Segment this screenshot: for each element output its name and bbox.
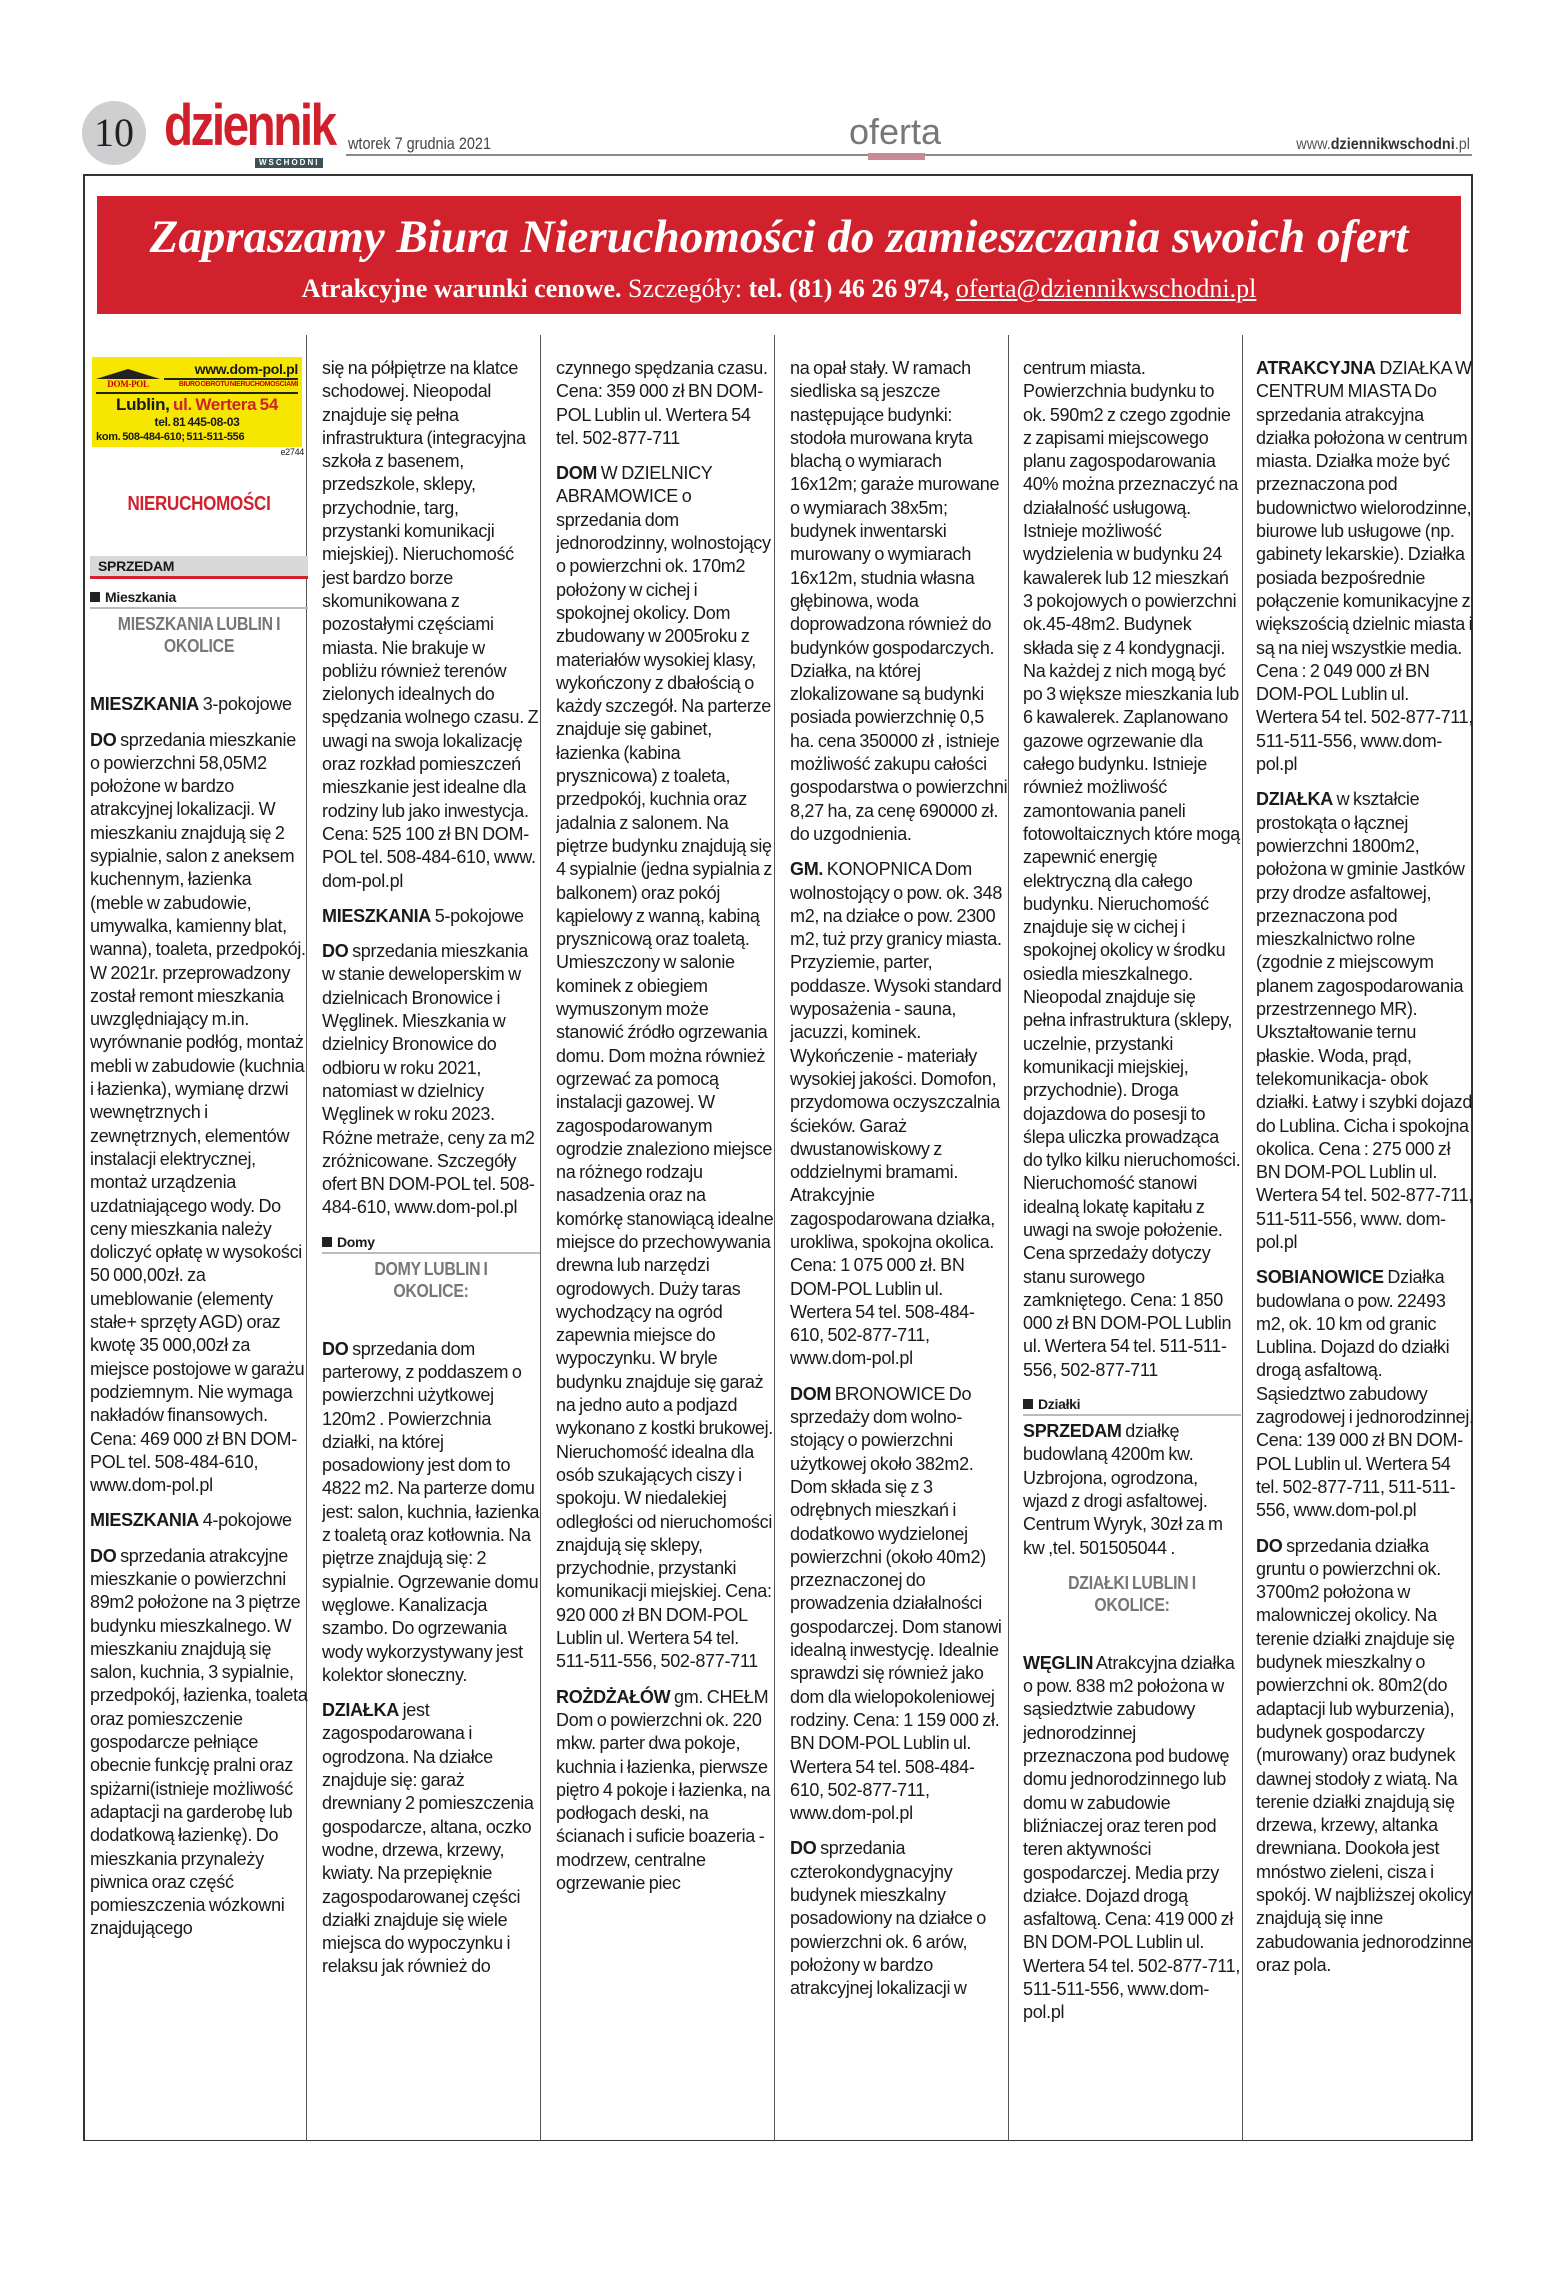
listing-body: jest zagospodarowana i ogrodzona. Na działce znajduje się: garaż drewniany 2 pomieszczenia gospodarcze, altana, oczko wodne, drzewa, krzewy, kwiaty. Na przepięknie zagospodarowanej części działki znajduje się wiele miejsca do wypoczynku i relaksu jak również do [322,1700,534,1977]
region-heading: DOMY LUBLIN I OKOLICE: [374,1258,488,1301]
listing [790,1383,1008,1826]
banner-email-link[interactable]: oferta@dziennikwschodni.pl [955,274,1257,303]
listing-column-5 [1023,357,1241,2137]
house-roof-icon [96,369,160,379]
square-bullet-icon [90,592,100,602]
listing-lead: DZIAŁKA [1256,789,1333,810]
listing-body: 4-pokojowe [199,1510,292,1531]
agency-street: ul. Wertera 54 [173,395,278,414]
url-suffix: .pl [1454,136,1470,153]
listing [322,1699,540,1979]
listing-lead: MIESZKANIA [90,1510,199,1531]
site-url[interactable] [1296,136,1470,154]
listing-body: czynnego spędzania czasu. Cena: 359 000 zł BN DOM-POL Lublin ul. Wertera 54 tel. 502-877-711 [556,358,768,448]
listing [556,357,774,450]
section-title: oferta [848,111,942,152]
listing-body: 3-pokojowe [199,694,292,715]
agency-ad-top [96,361,298,390]
listing-column-3 [556,357,774,2137]
agency-tagline: BIURO OBROTU NIERUCHOMOŚCIAMI [178,381,298,388]
agency-logo [96,369,160,390]
listing [1256,1266,1474,1522]
listing-lead: ROŻDŻAŁÓW [556,1686,671,1707]
listing-body: sprzedania dom parterowy, z poddaszem o powierzchni użytkowej 120m2 . Powierzchnia działki, na której posadowiony jest dom to 4822 m2. Na parterze domu jest: salon, kuchnia, łazienka z toaletą oraz kotłownia. Na piętrze znajdują się: 2 sypialnie. Ogrzewanie domu węglowe. Kanalizacja szambo. Do ogrzewania wody wykorzystywany jest kolektor słoneczny. [322,1338,540,1685]
category-label: Działki [1038,1396,1081,1413]
listing [1256,357,1474,776]
listing-body: sprzedania czterokondygnacyjny budynek mieszkalny posadowiony na działce o powierzchni ok. 6 arów, położony w bardzo atrakcyjnej lokalizacji w [790,1838,986,1999]
listing [1023,1420,1241,1560]
listing [322,1338,540,1687]
listing-body: w kształcie prostokąta o łącznej powierzchni 1800m2, położona w gminie Jastków przy drodze asfaltowej, przeznaczona pod mieszkalnictwo rolne (zgodnie z miejscowym planem zagospodarowania przestrzennego MR). Ukształtowanie ternu płaskie. Woda, prąd, telekomunikacja- obok działki. Łatwy i szybki dojazd do Lublina. Cicha i spokojna okolica. Cena : 275 000 zł BN DOM-POL Lublin ul. Wertera 54 tel. 502-877-711, 511-511-556, www. dom-pol.pl [1256,789,1474,1252]
listing-body: sprzedania atrakcyjne mieszkanie o powierzchni 89m2 położone na 3 piętrze budynku mieszkalnego. W mieszkaniu znajdują się salon, kuchnia, 3 sypialnie, przedpokój, łazienka, toaleta oraz pomieszczenie gospodarcze pełniące obecnie funkcję pralni oraz spiżarni(istnieje możliwość adaptacji na garderobę lub dodatkową łazienkę). Do mieszkania przynależy piwnica oraz część pomieszczenia wózkowni znajdującego [90,1545,308,1939]
listing [1256,1535,1474,1978]
listing-body: sprzedania mieszkanie o powierzchni 58,05M2 położone w bardzo atrakcyjnej lokalizacji. W mieszkaniu znajdują się 2 sypialnie, salon z aneksem kuchennym, łazienka (meble w zabudowie, umywalka, kamienny blat, wanna), toaleta, przedpokój. W 2021r. przeprowadzony został remont mieszkania uwzględniający m.in. wyrównanie podłóg, montaż mebli w zabudowie (kuchnia i łazienka), wymianę drzwi wewnętrznych i zewnętrznych, elementów instalacji elektrycznej, montaż urządzenia uzdatniającego wody. Do ceny mieszkania należy doliczyć opłatę w wysokości 50 000,00zł. za umeblowanie (elementy stałe+ sprzęty AGD) oraz kwotę 35 000,00zł za miejsce postojowe w garażu podziemnym. Nie wymaga nakładów finansowych. Cena: 469 000 zł BN DOM-POL tel. 508-484-610, www.dom-pol.pl [90,729,306,1496]
region-heading: MIESZKANIA LUBLIN I OKOLICE [117,614,281,657]
listing-body: W DZIELNICY ABRAMOWICE o sprzedania dom jednorodzinny, wolnostojący o powierzchni ok. 170m2 położony w cichej i spokojnej okolicy. Dom zbudowany w 2005roku z materiałów wysokiej klasy, wykończony z dbałością o każdy szczegół. Na parterze znajduje się gabinet, łazienka (kabina prysznicowa) z toaleta, przedpokój, kuchnia oraz jadalnia z salonem. Na piętrze budynku znajdują się 4 sypialnie (jedna sypialnia z balkonem) oraz pokój kąpielowy z wanną, kabiną prysznicową oraz toaletą. Umieszczony w salonie kominek z obiegiem wymuszonym może stanowić źródło ogrzewania domu. Dom można również ogrzewać za pomocą instalacji gazowej. W zagospodarowanym ogrodzie znaleziono miejsce na różnego rodzaju nasadzenia oraz na komórkę stanowiącą idealne miejsce do przechowywania drewna lub narzędzi ogrodowych. Duży taras wychodzący na ogród zapewnia miejsce do wypoczynku. W bryle budynku znajduje się garaż na jedno auto a podjazd wykonano z kostki brukowej. Nieruchomość idealna dla osób szukających ciszy i spokoju. W niedalekiej odległości od nieruchomości znajdują się sklepy, przychodnie, przystanki komunikacji miejskiej. Cena: 920 000 zł BN DOM-POL Lublin ul. Wertera 54 tel. 511-511-556, 502-877-711 [556,463,774,1672]
banner-subtitle [97,274,1461,304]
region-heading: DZIAŁKI LUBLIN I OKOLICE: [1068,1572,1196,1615]
column-divider [540,335,541,2141]
category-subheading [322,1232,540,1254]
listing-lead: MIESZKANIA [322,905,431,926]
ad-code: e2744 [280,447,304,457]
listing-lead: WĘGLIN [1023,1652,1094,1673]
listing [90,1545,308,1941]
issue-date: wtorek 7 grudnia 2021 [348,134,491,153]
listing [790,858,1008,1371]
banner-offer: Atrakcyjne warunki cenowe. [301,274,622,303]
agency-ad[interactable] [92,357,302,447]
url-prefix: www. [1296,136,1331,153]
listing-lead: DO [90,729,117,750]
url-domain: dziennikwschodni [1330,136,1455,153]
listing [322,940,540,1220]
listing [556,462,774,1673]
agency-header [164,361,298,390]
column-divider [1242,335,1243,2141]
section-marker [868,153,925,160]
listing-column-2 [322,357,540,2137]
listing-lead: MIESZKANIA [90,694,199,715]
listing-lead: SPRZEDAM [1023,1421,1122,1442]
listing-body: Działka budowlana o pow. 22493 m2, ok. 10 km od granic Lublina. Dojazd do działki drogą asfaltową. Sąsiedztwo zabudowy zagrodowej i jednorodzinnej. Cena: 139 000 zł BN DOM-POL Lublin ul. Wertera 54 tel. 502-877-711, 511-511-556, www.dom-pol.pl [1256,1267,1474,1521]
listing-lead: DO [322,1338,349,1359]
newspaper-logo-sub: WSCHODNI [255,158,323,168]
page-number: 10 [82,101,146,165]
listing-lead: SOBIANOWICE [1256,1267,1384,1288]
category-subheading [90,587,308,609]
banner-details: Szczegóły: [621,274,749,303]
listing-column-4 [790,357,1008,2137]
agency-url[interactable]: www.dom-pol.pl [164,361,298,380]
listing-body: działkę budowlaną 4200m kw. Uzbrojona, ogrodzona, wjazd z drogi asfaltowej. Centrum Wyryk, 30zł za m kw ,tel. 501505044 . [1023,1421,1223,1558]
listing [790,357,1008,846]
listing-lead: DO [322,941,349,962]
listing-body: DZIAŁKA W CENTRUM MIASTA Do sprzedania atrakcyjna działka położona w centrum miasta. Działka może być przeznaczona pod budownictwo wielorodzinne, biurowe lub usługowe (np. gabinety lekarskie). Działka posiada bezpośrednie połączenie komunikacyjne z większością dzielnic miasta i są na niej wszystkie media. Cena : 2 049 000 zł BN DOM-POL Lublin ul. Wertera 54 tel. 502-877-711, 511-511-556, www.dom-pol.pl [1256,358,1474,775]
listing-column-1 [90,357,308,2137]
listing-body: sprzedania mieszkania w stanie deweloperskim w dzielnicach Bronowice i Węglinek. Mieszkania w dzielnicy Bronowice do odbioru w roku 2021, natomiast w dzielnicy Węglinek w roku 2023. Różne metraże, ceny za m2 zróżnicowane. Szczegóły ofert BN DOM-POL tel. 508-484-610, www.dom-pol.pl [322,941,535,1218]
listing-body: 5-pokojowe [431,905,524,926]
listing [790,1837,1008,2000]
agency-phone: tel. 81 445-08-03 [154,415,240,429]
listing [1256,788,1474,1254]
listing-body: na opał stały. W ramach siedliska są jeszcze następujące budynki: stodoła murowana kryta blachą o wymiarach 16x12m; garaże murowane o wymiarach 38x5m; budynek inwentarski murowany o wymiarach 16x12m, studnia własna głębinowa, woda doprowadzona również do budynków gospodarczych. Działka, na której zlokalizowane są budynki posiada powierzchnię 0,5 ha. cena 350000 zł , istnieje możliwość zakupu całości gospodarstwa o powierzchni 8,27 ha, za cenę 690000 zł. do uzgodnienia. [790,358,1008,844]
listing-body: KONOPNICA Dom wolnostojący o pow. ok. 348 m2, na działce o pow. 2300 m2, tuż przy granicy miasta. Przyziemie, parter, poddasze. Wysoki standard wyposażenia - sauna, jacuzzi, kominek. Wykończenie - materiały wysokiej jakości. Domofon, przydomowa oczyszczalnia ścieków. Garaż dwustanowiskowy z oddzielnymi bramami. Atrakcyjnie zagospodarowana działka, urokliwa, spokojna okolica. Cena: 1 075 000 zł. BN DOM-POL Lublin ul. Wertera 54 tel. 508-484-610, 502-877-711, www.dom-pol.pl [790,859,1003,1369]
listing-lead: DZIAŁKA [322,1700,399,1721]
listing [556,1686,774,1896]
listing-lead: DO [90,1545,117,1566]
listing [1023,357,1241,1382]
listing-column-6 [1256,357,1474,2137]
listing [90,693,308,716]
listing [322,357,540,893]
listing-body: gm. CHEŁM Dom o powierzchni ok. 220 mkw. parter dwa pokoje, kuchnia i łazienka, pierwsze piętro 4 pokoje i łazienka, na podłogach deski, na ścianach i suficie boazeria - modrzew, centralne ogrzewanie piec [556,1686,771,1893]
category-heading: NIERUCHOMOŚCI [127,493,271,515]
listing-body: sprzedania działka gruntu o powierzchni ok. 3700m2 położona w malowniczej okolicy. Na terenie działki znajduje się budynek mieszkalny o powierzchni ok. 80m2(do adaptacji lub wyburzenia), budynek gospodarczy (murowany) oraz budynek dawnej stodoły z wiatą. Na terenie działki znajdują się drzewa, krzewy, altanka drewniana. Dookoła jest mnóstwo zieleni, cisza i spokój. W najbliższej okolicy znajdują się inne zabudowania jednorodzinne oraz pola. [1256,1535,1472,1975]
listing-lead: ATRAKCYJNA [1256,358,1376,378]
agency-mobile: kom. 508-484-610; 511-511-556 [96,431,245,443]
category-subheading [1023,1394,1241,1416]
listing-lead: GM. [790,859,824,880]
listing-body: centrum miasta. Powierzchnia budynku to ok. 590m2 z czego zgodnie z zapisami miejscowego planu zagospodarowania 40% można przeznaczyć na działalność usługową. Istnieje możliwość wydzielenia w budynku 24 kawalerek lub 12 mieszkań 3 pokojowych o powierzchni ok.45-48m2. Budynek składa się z 4 kondygnacji. Na każdej z nich mogą być po 3 większe mieszkania lub 6 kawalerek. Zaplanowano gazowe ogrzewanie dla całego budynku. Istnieje również możliwość zamontowania paneli fotowoltaicznych które mogą zapewnić energię elektryczną dla całego budynku. Nieruchomość znajduje się w cichej i spokojnej okolicy w środku osiedla mieszkalnego. Nieopodal znajduje się pełna infrastruktura (sklepy, uczelnie, przystanki komunikacji miejskiej, przychodnie). Droga dojazdowa do posesji to ślepa uliczka prowadząca do tylko kilku nieruchomości. Nieruchomość stanowi idealną lokatę kapitału z uwagi na swoje położenie. Cena sprzedaży dotyczy stanu surowego zamkniętego. Cena: 1 850 000 zł BN DOM-POL Lublin ul. Wertera 54 tel. 511-511-556, 502-877-711 [1023,358,1241,1380]
section-bar: SPRZEDAM [90,556,308,579]
listing-lead: DO [1256,1535,1283,1556]
square-bullet-icon [1023,1399,1033,1409]
listing [90,729,308,1498]
agency-address [96,392,298,415]
listing [322,905,540,928]
listing [1023,1652,1241,2025]
column-divider [1008,335,1009,2141]
banner-title: Zapraszamy Biura Nieruchomości do zamieszczania swoich ofert [149,211,1409,263]
agency-brand: DOM-POL [107,379,149,389]
listing-body: się na półpiętrze na klatce schodowej. Nieopodal znajduje się pełna infrastruktura (integracyjna szkoła z basenem, przedszkole, sklepy, przychodnie, targ, przystanki komunikacji miejskiej). Nieruchomość jest bardzo borze skomunikowana z pozostałymi częściami miasta. Nie brakuje w pobliżu również terenów zielonych idealnych do spędzania wolnego czasu. Z uwagi na swoja lokalizację oraz rozkład pomieszczeń mieszkanie jest idealne dla rodziny lub jako inwestycja. Cena: 525 100 zł BN DOM-POL tel. 508-484-610, www. dom-pol.pl [322,358,539,891]
agency-city: Lublin, [115,395,174,414]
square-bullet-icon [322,1237,332,1247]
listing-body: Atrakcyjna działka o pow. 838 m2 położona w sąsiedztwie zabudowy jednorodzinnej przeznaczona pod budowę domu jednorodzinnego lub domu w zabudowie bliźniaczej oraz teren pod teren aktywności gospodarczej. Media przy działce. Dojazd drogą asfaltową. Cena: 419 000 zł BN DOM-POL Lublin ul. Wertera 54 tel. 502-877-711, 511-511-556, www.dom-pol.pl [1023,1652,1241,2023]
category-label: Mieszkania [105,589,176,606]
category-label: Domy [337,1233,375,1250]
banner-phone: tel. (81) 46 26 974, [748,274,956,303]
listing-lead: DOM [790,1383,832,1404]
column-divider [774,335,775,2141]
listing-body: BRONOWICE Do sprzedaży dom wolno-stojący o powierzchni użytkowej około 382m2. Dom składa się z 3 odrębnych mieszkań i dodatkowo wydzielonej powierzchni (około 40m2) przeznaczonej do prowadzenia działalności gospodarczej. Dom stanowi idealną inwestycję. Idealnie sprawdzi się również jako dom dla wielopokoleniowej rodziny. Cena: 1 159 000 zł. BN DOM-POL Lublin ul. Wertera 54 tel. 508-484-610, 502-877-711, www.dom-pol.pl [790,1383,1002,1824]
promo-banner [97,196,1461,314]
listing-lead: DOM [556,463,598,484]
listing [90,1509,308,1532]
listing-lead: DO [790,1838,817,1859]
newspaper-logo: dziennik [164,93,335,158]
